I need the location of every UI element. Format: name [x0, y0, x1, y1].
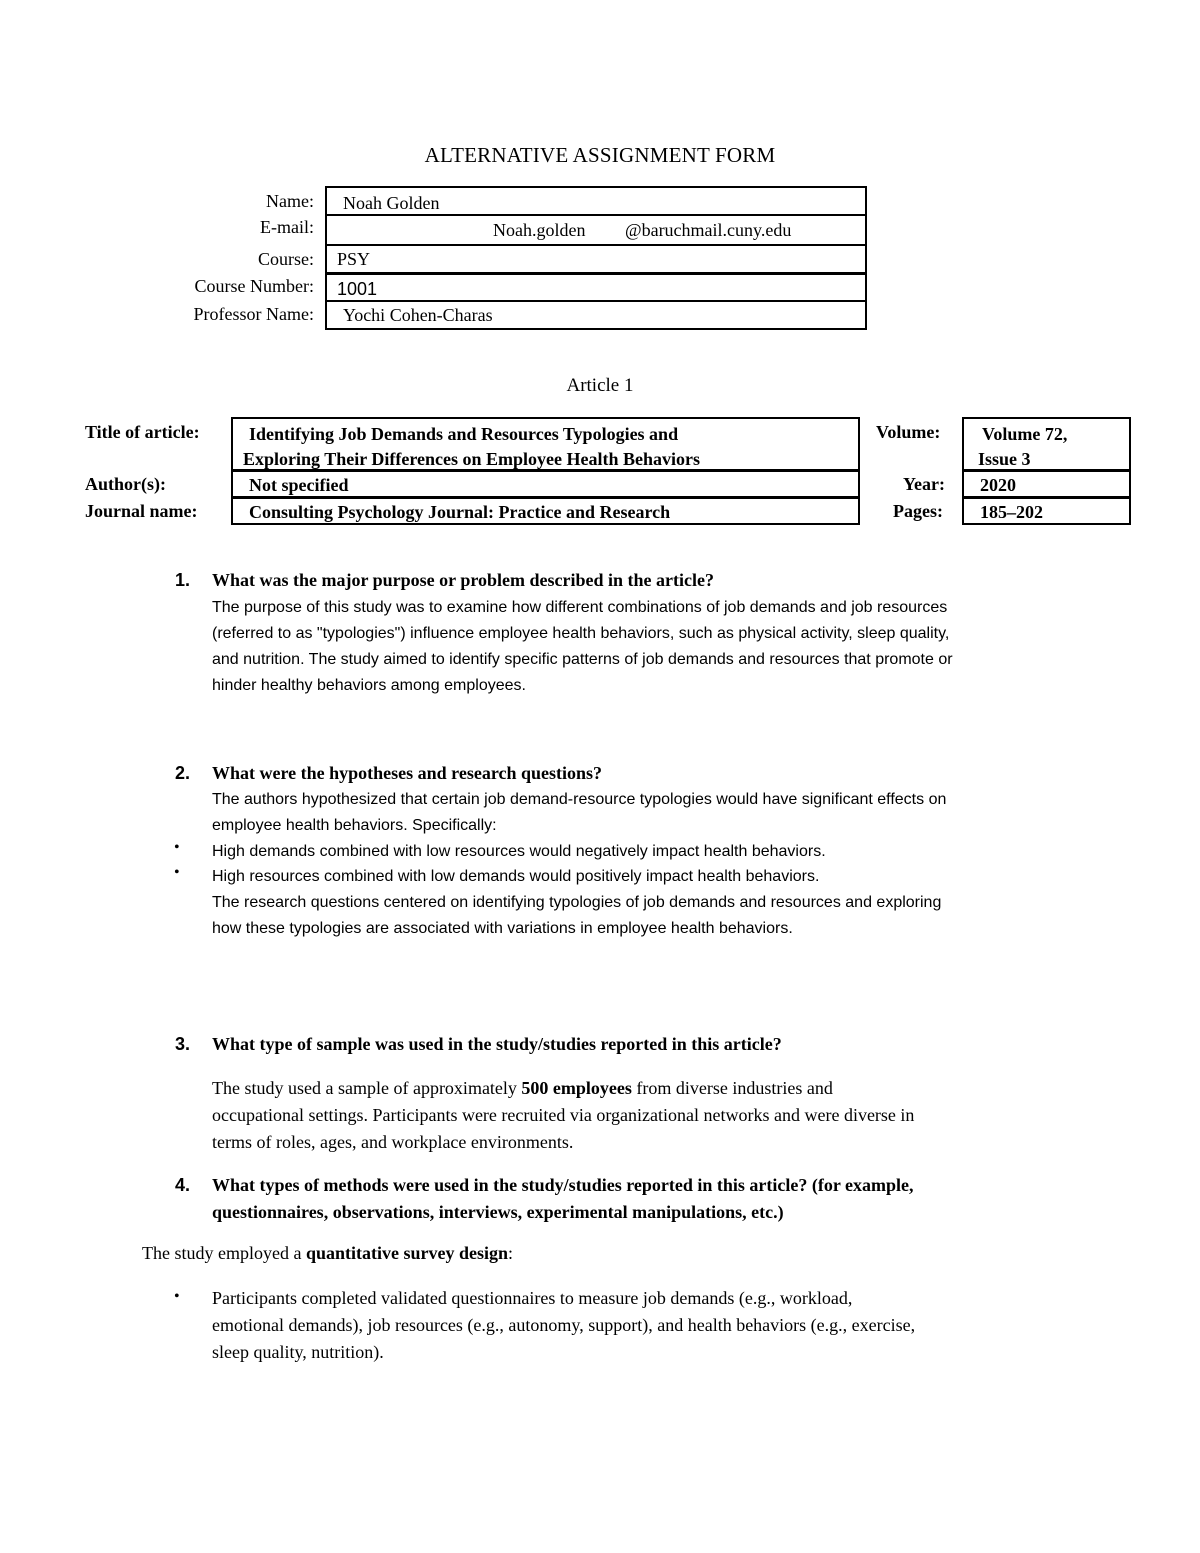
name-value: Noah Golden [343, 193, 440, 213]
professor-value: Yochi Cohen-Charas [343, 305, 493, 325]
pages-field[interactable] [962, 497, 1131, 525]
article-heading: Article 1 [566, 375, 634, 396]
answer-2-intro-line-2: employee health behaviors. Specifically: [212, 817, 497, 834]
answer-3-line-1 [212, 1075, 1092, 1102]
name-label: Name: [266, 191, 314, 211]
bullet-icon: • [174, 839, 180, 856]
email-domain-value: @baruchmail.cuny.edu [625, 220, 792, 240]
professor-label: Professor Name: [193, 304, 314, 324]
volume-field[interactable] [962, 417, 1131, 471]
authors-field[interactable] [231, 470, 860, 498]
course-value: PSY [337, 249, 371, 269]
volume-label: Volume: [876, 422, 941, 442]
question-2-text: What were the hypotheses and research questions? [212, 763, 603, 783]
answer-3-line-2: occupational settings. Participants were recruited via organizational networks and were diverse in [212, 1105, 915, 1125]
answer-4-bullet-line-2: emotional demands), job resources (e.g., autonomy, support), and health behaviors (e.g., exercise, [212, 1315, 916, 1335]
authors-value: Not specified [249, 475, 349, 495]
year-value: 2020 [980, 475, 1016, 495]
year-label: Year: [903, 474, 945, 494]
professor-field[interactable] [325, 302, 867, 330]
question-2-number: 2. [175, 763, 191, 783]
email-user-value: Noah.golden [493, 220, 586, 240]
email-label: E-mail: [260, 217, 314, 237]
answer-3-bold: 500 employees [521, 1078, 632, 1098]
journal-value: Consulting Psychology Journal: Practice and Research [249, 502, 671, 522]
bullet-icon: • [174, 864, 180, 881]
answer-3-pre: The study used a sample of approximately [212, 1078, 522, 1098]
journal-field[interactable] [231, 497, 860, 525]
answer-4-post: : [508, 1243, 514, 1263]
question-3-text: What type of sample was used in the study/studies reported in this article? [212, 1034, 782, 1054]
answer-2-outro-line-2: how these typologies are associated with variations in employee health behaviors. [212, 920, 793, 937]
bullet-icon: • [174, 1288, 180, 1305]
article-title-label: Title of article: [85, 422, 200, 442]
course-number-value: 1001 [337, 279, 378, 299]
question-1-text: What was the major purpose or problem described in the article? [212, 570, 714, 590]
email-field[interactable] [325, 214, 867, 246]
answer-2-bullet-1: High demands combined with low resources would negatively impact health behaviors. [212, 843, 826, 860]
year-field[interactable] [962, 470, 1131, 498]
pages-label: Pages: [893, 501, 943, 521]
answer-1-line-4: hinder healthy behaviors among employees. [212, 677, 526, 694]
answer-4-bold: quantitative survey design [305, 1243, 508, 1263]
answer-4-bullet-line-1: Participants completed validated questionnaires to measure job demands (e.g., workload, [212, 1288, 853, 1308]
course-label: Course: [258, 249, 314, 269]
form-title: ALTERNATIVE ASSIGNMENT FORM [424, 143, 776, 167]
answer-4-intro [142, 1243, 513, 1264]
pages-value: 185–202 [980, 502, 1043, 522]
answer-1-line-1: The purpose of this study was to examine how different combinations of job demands and job resources [212, 599, 948, 616]
course-field[interactable] [325, 246, 867, 274]
answer-1-line-3: and nutrition. The study aimed to identify specific patterns of job demands and resources that promote or [212, 651, 953, 668]
question-4-number: 4. [175, 1175, 191, 1195]
answer-3-post: from diverse industries and [631, 1078, 833, 1098]
answer-3-line-3: terms of roles, ages, and workplace environments. [212, 1132, 574, 1152]
answer-2-intro-line-1: The authors hypothesized that certain job demand-resource typologies would have significant effects on [212, 791, 947, 808]
journal-label: Journal name: [85, 501, 198, 521]
authors-label: Author(s): [85, 474, 166, 494]
question-3-number: 3. [175, 1034, 191, 1054]
answer-2-outro-line-1: The research questions centered on identifying typologies of job demands and resources and exploring [212, 894, 942, 911]
volume-line2: Issue 3 [978, 449, 1031, 469]
answer-1-line-2: (referred to as "typologies") influence employee health behaviors, such as physical activity, sleep quality, [212, 625, 950, 642]
article-title-line1: Identifying Job Demands and Resources Typologies and [249, 424, 679, 444]
answer-4-bullet-line-3: sleep quality, nutrition). [212, 1342, 384, 1362]
question-1-number: 1. [175, 570, 191, 590]
question-4-text-line-1: What types of methods were used in the study/studies reported in this article? (for example, [212, 1175, 914, 1195]
answer-2-bullet-2: High resources combined with low demands would positively impact health behaviors. [212, 868, 820, 885]
answer-4-pre: The study employed a [142, 1243, 306, 1263]
article-title-field[interactable] [231, 417, 860, 471]
question-4-text-line-2: questionnaires, observations, interviews, experimental manipulations, etc.) [212, 1202, 784, 1222]
course-number-field[interactable] [325, 273, 867, 302]
article-title-line2: Exploring Their Differences on Employee Health Behaviors [243, 449, 700, 469]
volume-line1: Volume 72, [982, 424, 1068, 444]
course-number-label: Course Number: [194, 276, 314, 296]
name-field[interactable] [325, 186, 867, 216]
